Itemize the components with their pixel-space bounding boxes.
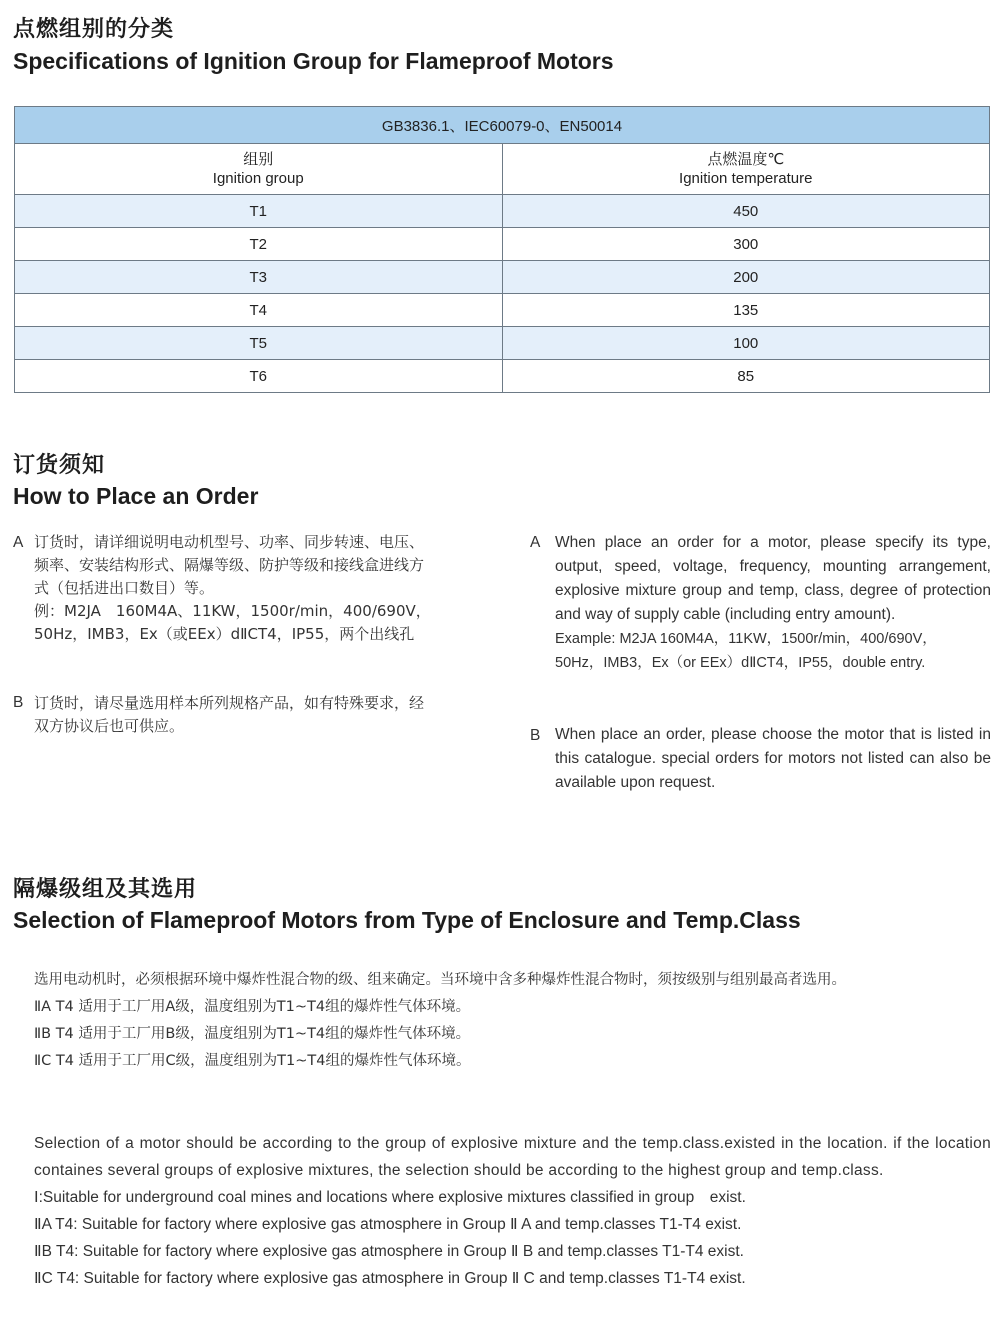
table-row: [15, 228, 990, 261]
order-cn-a-line: 订货时，请详细说明电动机型号、功率、同步转速、电压、: [34, 533, 425, 551]
table-row: [15, 261, 990, 294]
ignition-temperature-header: [502, 144, 990, 195]
order-en-a-text: [555, 531, 991, 675]
selection-cn-block: [34, 967, 994, 1075]
group-cell: T6: [15, 360, 503, 393]
table-row: [15, 327, 990, 360]
table-row: [15, 294, 990, 327]
selection-cn-line: ⅡA T4 适用于工厂用A级，温度组别为T1~T4组的爆炸性气体环境。: [34, 999, 471, 1015]
order-cn-a-line: 例：M2JA 160M4A、11KW，1500r/min，400/690V，: [34, 602, 431, 620]
ignition-temperature-header-cn: 点燃温度℃: [707, 151, 785, 168]
group-cell: T1: [15, 195, 503, 228]
selection-cn-line: ⅡC T4 适用于工厂用C级，温度组别为T1~T4组的爆炸性气体环境。: [34, 1053, 471, 1069]
order-en-a-example-line: 50Hz，IMB3，Ex（or EEx）dⅡCT4，IP55，double entry.: [555, 655, 926, 671]
selection-title-en: Selection of Flameproof Motors from Type of Enclosure and Temp.Class: [13, 907, 801, 933]
temp-cell: 100: [502, 327, 990, 360]
ignition-title-cn: 点燃组别的分类: [13, 17, 175, 42]
temp-cell: 85: [502, 360, 990, 393]
group-cell: T4: [15, 294, 503, 327]
ignition-group-header: [15, 144, 503, 195]
order-en-b-marker: B: [530, 727, 541, 744]
temp-cell: 135: [502, 294, 990, 327]
selection-en-line: ⅡB T4: Suitable for factory where explosive gas atmosphere in Group Ⅱ B and temp.classes T1-T4 exist.: [34, 1243, 744, 1260]
order-title-en: How to Place an Order: [13, 483, 259, 509]
temp-cell: 200: [502, 261, 990, 294]
standard-header: GB3836.1、IEC60079-0、EN50014: [15, 107, 990, 144]
order-title-cn: 订货须知: [13, 453, 106, 478]
order-cn-a-line: 50Hz，IMB3，Ex（或EEx）dⅡCT4，IP55，两个出线孔: [34, 625, 415, 643]
order-cn-a-line: 式（包括进出口数目）等。: [34, 579, 215, 597]
group-cell: T5: [15, 327, 503, 360]
order-en-a-example-line: Example: M2JA 160M4A，11KW，1500r/min，400/690V，: [555, 631, 937, 647]
selection-title-cn: 隔爆级组及其选用: [13, 877, 198, 902]
selection-en-paragraph: Selection of a motor should be according to the group of explosive mixture and the temp.class.existed in the location. if the location containes several groups of explosive mixtures, the selection should be according to the highest group and temp.class.: [34, 1135, 991, 1179]
order-cn-a-text: [34, 531, 494, 646]
selection-en-block: [34, 1130, 991, 1292]
selection-cn-line: 选用电动机时，必须根据环境中爆炸性混合物的级、组来确定。当环境中含多种爆炸性混合物时，须按级别与组别最高者选用。: [34, 972, 846, 988]
ignition-title-en: Specifications of Ignition Group for Flameproof Motors: [13, 48, 614, 74]
order-cn-b-line: 双方协议后也可供应。: [34, 717, 185, 735]
ignition-group-header-cn: 组别: [243, 151, 274, 168]
ignition-group-header-en: Ignition group: [212, 170, 304, 187]
order-en-b-text: When place an order, please choose the motor that is listed in this catalogue. special orders for motors not listed can also be available upon request.: [555, 726, 991, 791]
order-cn-a-marker: A: [13, 534, 24, 551]
order-cn-a-line: 频率、安装结构形式、隔爆等级、防护等级和接线盒进线方: [34, 556, 425, 574]
selection-cn-line: ⅡB T4 适用于工厂用B级，温度组别为T1~T4组的爆炸性气体环境。: [34, 1026, 471, 1042]
group-cell: T3: [15, 261, 503, 294]
selection-en-line: ⅡA T4: Suitable for factory where explosive gas atmosphere in Group Ⅱ A and temp.classes T1-T4 exist.: [34, 1216, 742, 1233]
table-row: [15, 195, 990, 228]
temp-cell: 300: [502, 228, 990, 261]
order-en-a-marker: A: [530, 534, 541, 551]
temp-cell: 450: [502, 195, 990, 228]
table-row: [15, 360, 990, 393]
selection-en-line: Ⅰ:Suitable for underground coal mines and locations where explosive mixtures classified in group exist.: [34, 1189, 746, 1206]
selection-en-line: ⅡC T4: Suitable for factory where explosive gas atmosphere in Group Ⅱ C and temp.classes T1-T4 exist.: [34, 1270, 746, 1287]
order-en-a-paragraph: When place an order for a motor, please specify its type, output, speed, voltage, frequency, mounting arrangement, explosive mixture group and temp, class, degree of protection and way of supply cable (including entry amount).: [555, 534, 991, 623]
group-cell: T2: [15, 228, 503, 261]
order-cn-b-text: [34, 692, 494, 738]
order-cn-b-marker: B: [13, 694, 24, 711]
ignition-group-table: [14, 106, 990, 393]
order-cn-b-line: 订货时，请尽量选用样本所列规格产品，如有特殊要求，经: [34, 694, 425, 712]
ignition-temperature-header-en: Ignition temperature: [679, 170, 813, 187]
